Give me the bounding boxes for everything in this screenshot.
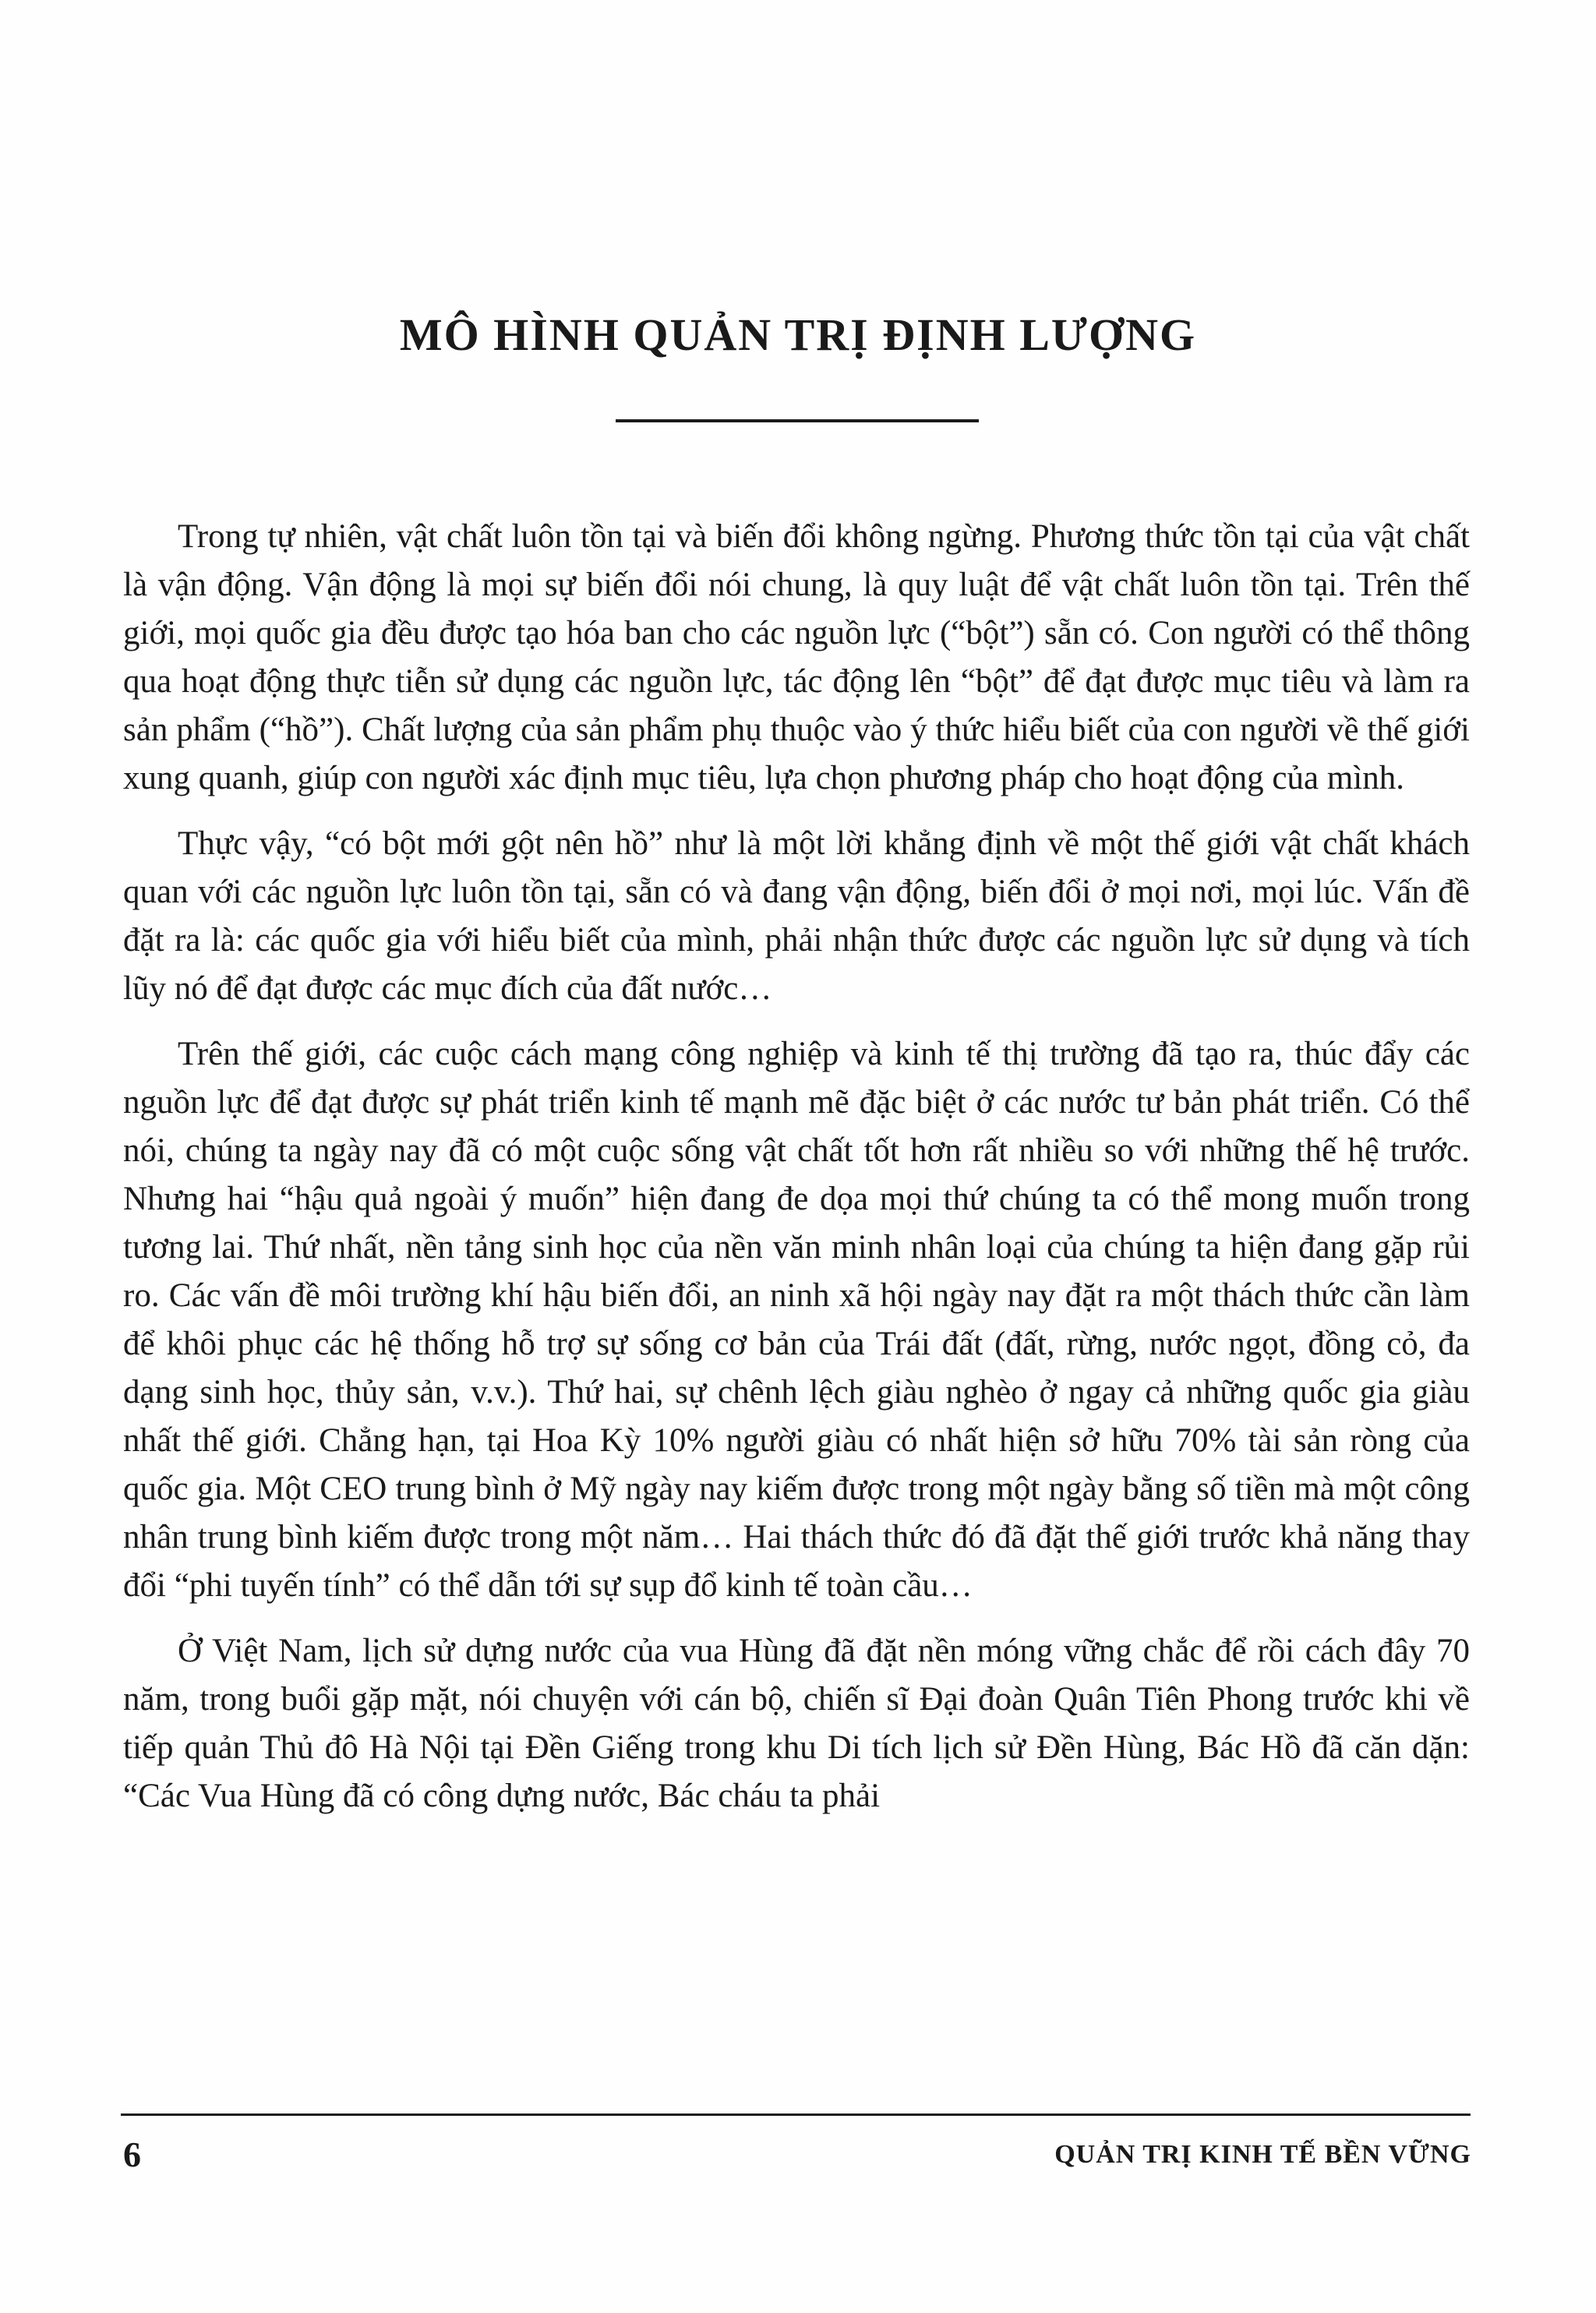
running-footer-title: QUẢN TRỊ KINH TẾ BỀN VỮNG xyxy=(1054,2140,1471,2169)
page-number: 6 xyxy=(123,2135,141,2174)
paragraph: Ở Việt Nam, lịch sử dựng nước của vua Hùng đã đặt nền móng vững chắc để rồi cách đây 70 năm, trong buổi gặp mặt, nói chuyện với cán bộ, chiến sĩ Đại đoàn Quân Tiên Phong trước khi về tiếp quản Thủ đô Hà Nội tại Đền Giếng trong khu Di tích lịch sử Đền Hùng, Bác Hồ đã căn dặn: “Các Vua Hùng đã có công dựng nước, Bác cháu ta phải xyxy=(123,1633,1470,1814)
body-text xyxy=(123,513,1470,1838)
paragraph: Thực vậy, “có bột mới gột nên hồ” như là một lời khẳng định về một thế giới vật chất khách quan với các nguồn lực luôn tồn tại, sẵn có và đang vận động, biến đổi ở mọi nơi, mọi lúc. Vấn đề đặt ra là: các quốc gia với hiểu biết của mình, phải nhận thức được các nguồn lực sử dụng và tích lũy nó để đạt được các mục đích của đất nước… xyxy=(123,825,1470,1007)
title-divider xyxy=(616,419,979,422)
footer-divider xyxy=(121,2113,1471,2116)
paragraph: Trong tự nhiên, vật chất luôn tồn tại và biến đổi không ngừng. Phương thức tồn tại của vật chất là vận động. Vận động là mọi sự biến đổi nói chung, là quy luật để vật chất luôn tồn tại. Trên thế giới, mọi quốc gia đều được tạo hóa ban cho các nguồn lực (“bột”) sẵn có. Con người có thể thông qua hoạt động thực tiễn sử dụng các nguồn lực, tác động lên “bột” để đạt được mục tiêu và làm ra sản phẩm (“hồ”). Chất lượng của sản phẩm phụ thuộc vào ý thức hiểu biết của con người về thế giới xung quanh, giúp con người xác định mục tiêu, lựa chọn phương pháp cho hoạt động của mình. xyxy=(123,518,1470,796)
paragraph: Trên thế giới, các cuộc cách mạng công nghiệp và kinh tế thị trường đã tạo ra, thúc đẩy các nguồn lực để đạt được sự phát triển kinh tế mạnh mẽ đặc biệt ở các nước tư bản phát triển. Có thể nói, chúng ta ngày nay đã có một cuộc sống vật chất tốt hơn rất nhiều so với những thế hệ trước. Nhưng hai “hậu quả ngoài ý muốn” hiện đang đe dọa mọi thứ chúng ta có thể mong muốn trong tương lai. Thứ nhất, nền tảng sinh học của nền văn minh nhân loại của chúng ta hiện đang gặp rủi ro. Các vấn đề môi trường khí hậu biến đổi, an ninh xã hội ngày nay đặt ra một thách thức cần làm để khôi phục các hệ thống hỗ trợ sự sống cơ bản của Trái đất (đất, rừng, nước ngọt, đồng cỏ, đa dạng sinh học, thủy sản, v.v.). Thứ hai, sự chênh lệch giàu nghèo ở ngay cả những quốc gia giàu nhất thế giới. Chẳng hạn, tại Hoa Kỳ 10% người giàu có nhất hiện sở hữu 70% tài sản ròng của quốc gia. Một CEO trung bình ở Mỹ ngày nay kiếm được trong một ngày bằng số tiền mà một công nhân trung bình kiếm được trong một năm… Hai thách thức đó đã đặt thế giới trước khả năng thay đổi “phi tuyến tính” có thể dẫn tới sự sụp đổ kinh tế toàn cầu… xyxy=(123,1036,1470,1604)
page-title: MÔ HÌNH QUẢN TRỊ ĐỊNH LƯỢNG xyxy=(399,309,1197,360)
